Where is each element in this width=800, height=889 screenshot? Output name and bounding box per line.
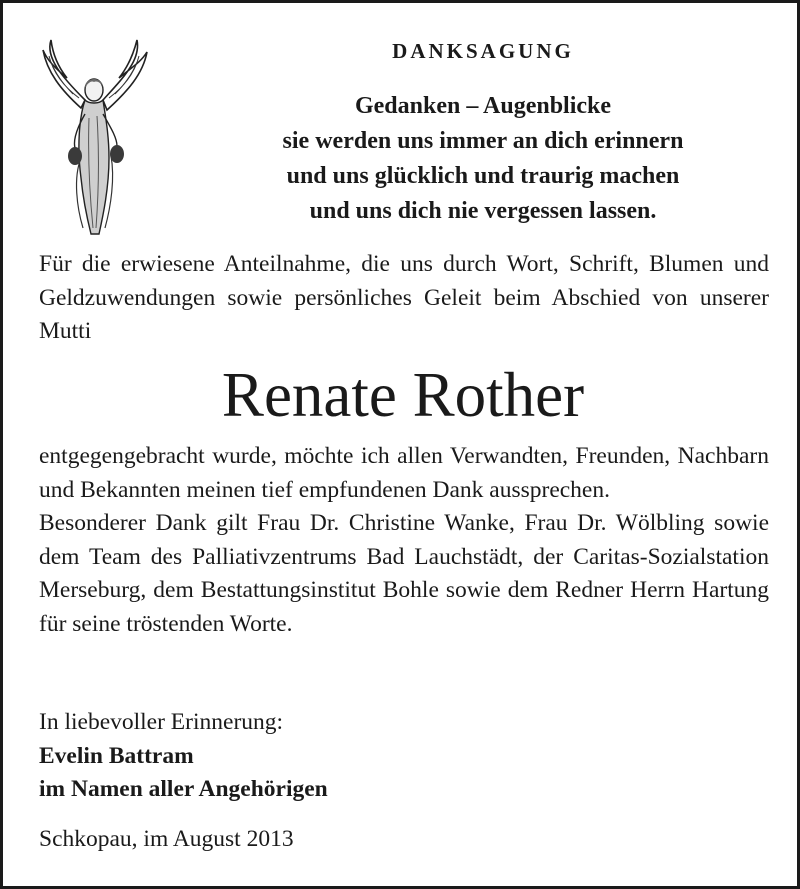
thanks-block (39, 440, 769, 641)
thanks-paragraph: entgegengebracht wurde, möchte ich allen Verwandten, Freunden, Nachbarn und Bekannten meinen tief empfundenen Dank aussprechen. (39, 443, 769, 503)
special-thanks-paragraph: Besonderer Dank gilt Frau Dr. Christine Wanke, Frau Dr. Wölbling sowie dem Team des Palliativzentrums Bad Lauchstädt, der Caritas-Sozialstation Merseburg, dem Bestattungsinstitut Bohle sowie dem Redner Herrn Hartung für seine tröstenden Worte. (39, 510, 769, 637)
poem-line: und uns glücklich und traurig machen (286, 163, 680, 189)
poem-line: Gedanken – Augenblicke (354, 93, 612, 119)
deceased-name: Renate Rother (221, 360, 585, 430)
place-date: Schkopau, im August 2013 (39, 826, 294, 852)
intro-paragraph: Für die erwiesene Anteilnahme, die uns durch Wort, Schrift, Blumen und Geldzuwendungen sowie persönliches Geleit beim Abschied von unserer Mutti (39, 251, 769, 344)
closing-line: In liebevoller Erinnerung: (39, 709, 284, 735)
poem-line: und uns dich nie vergessen lassen. (309, 198, 657, 224)
poem (203, 89, 763, 229)
poem-line: sie werden uns immer an dich erinnern (282, 128, 684, 154)
angel-icon (33, 38, 153, 238)
signer-name: Evelin Battram (39, 742, 194, 769)
signature-block (39, 706, 328, 807)
signer-note: im Namen aller Angehörigen (39, 776, 328, 802)
notice-heading: DANKSAGUNG (392, 39, 574, 63)
